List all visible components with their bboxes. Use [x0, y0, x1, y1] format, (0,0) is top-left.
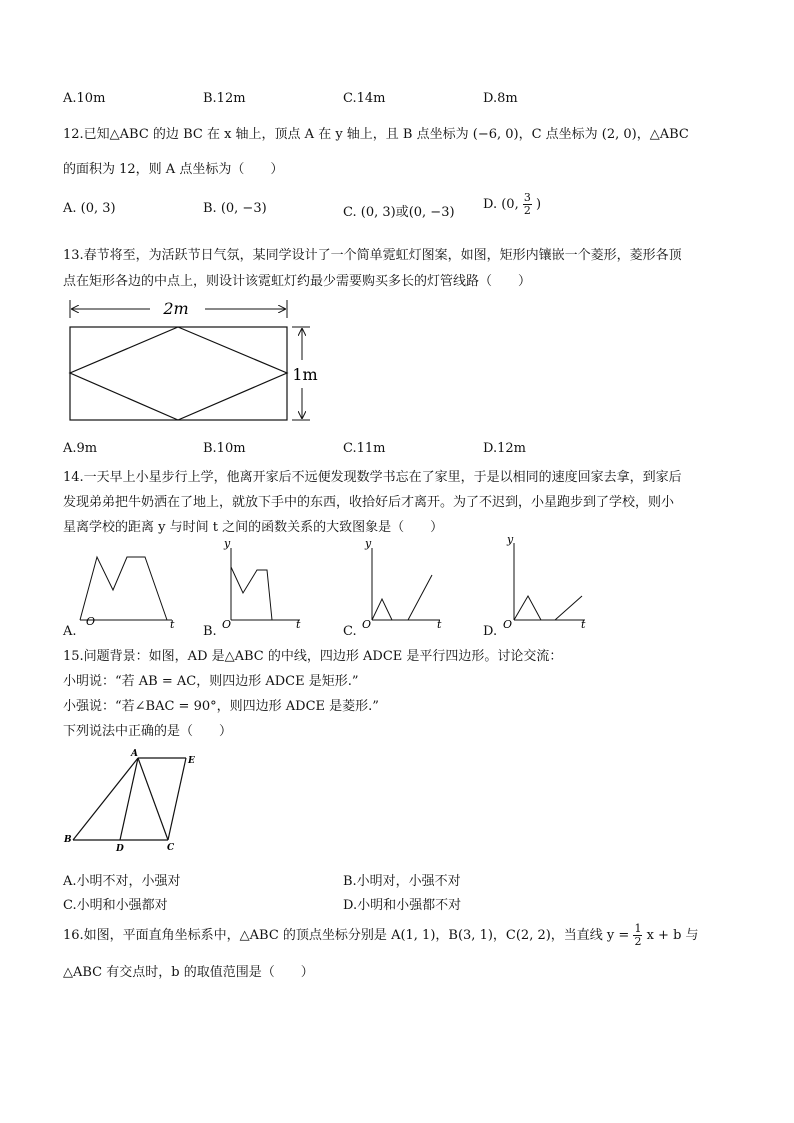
q14-option-d[interactable]: D.: [483, 624, 498, 639]
q16-fraction: [633, 923, 642, 948]
q16-fraction-numerator: 1: [634, 922, 642, 935]
q15-option-d[interactable]: D.小明和小强都不对: [343, 898, 462, 913]
q14-graph-d-origin: O: [503, 618, 513, 631]
q12-stem-line2: 的面积为 12，则 A 点坐标为（ ）: [63, 162, 284, 177]
q13-stem-line2: 点在矩形各边的中点上，则设计该霓虹灯约最少需要购买多长的灯管线路（ ）: [63, 274, 532, 289]
q15-option-c[interactable]: C.小明和小强都对: [63, 898, 168, 913]
q15-option-b[interactable]: B.小明对，小强不对: [343, 874, 461, 889]
q14-graph-c-origin: O: [362, 618, 372, 631]
q13-option-a[interactable]: A.9m: [63, 441, 98, 456]
q15-point-c: C: [167, 843, 175, 853]
q15-stem-line3: 小强说：“若∠BAC = 90°，则四边形 ADCE 是菱形.”: [63, 699, 379, 714]
q14-option-c[interactable]: C.: [343, 624, 357, 639]
q11-option-a[interactable]: A.10m: [63, 91, 106, 106]
q14-stem-line2: 发现弟弟把牛奶洒在了地上，就放下手中的东西，收拾好后才离开。为了不迟到，小星跑步到了学校，则小: [63, 495, 675, 510]
q15-point-d: D: [116, 844, 124, 854]
q14-graph-a-t-label: t: [170, 618, 175, 631]
q14-graph-b-t-label: t: [296, 618, 301, 631]
q16-fraction-denominator: 2: [634, 935, 642, 948]
q13-option-d[interactable]: D.12m: [483, 441, 526, 456]
q11-option-c[interactable]: C.14m: [343, 91, 386, 106]
q12-option-c[interactable]: C. (0, 3)或(0, −3): [343, 205, 455, 220]
q12-option-d-prefix: D.: [483, 197, 498, 212]
q15-segment-ac: [138, 758, 168, 840]
q16-stem-line1: [63, 923, 699, 948]
q13-width-label: 2m: [163, 299, 189, 318]
q12-stem-line1: 12.已知△ABC 的边 BC 在 x 轴上，顶点 A 在 y 轴上，且 B 点坐标为 (−6, 0)，C 点坐标为 (2, 0)，△ABC: [63, 127, 689, 142]
q15-stem-line1: 15.问题背景：如图，AD 是△ABC 的中线，四边形 ADCE 是平行四边形。讨论交流：: [63, 649, 563, 664]
q14-option-a[interactable]: A.: [63, 624, 77, 639]
q11-option-b[interactable]: B.12m: [203, 91, 246, 106]
q15-point-e: E: [188, 756, 195, 766]
q12-option-d-open: (0,: [501, 197, 519, 212]
q12-option-a[interactable]: A. (0, 3): [63, 201, 116, 216]
q14-graph-b-origin: O: [222, 618, 232, 631]
q14-graph-c-y-label: y: [365, 537, 372, 550]
q14-graph-d-t-label: t: [581, 618, 586, 631]
q14-graph-a-origin: O: [86, 615, 96, 628]
q12-option-d-denominator: 2: [523, 204, 531, 217]
q14-graph-b-y-label: y: [224, 537, 231, 550]
q16-stem-line1-a: 16.如图，平面直角坐标系中，△ABC 的顶点坐标分别是 A(1, 1)，B(3, 1)，C(2, 2)，当直线 y =: [63, 928, 630, 943]
q12-option-d-numerator: 3: [523, 191, 531, 204]
q13-option-c[interactable]: C.11m: [343, 441, 386, 456]
q14-stem-line1: 14.一天早上小星步行上学，他离开家后不远便发现数学书忘在了家里，于是以相同的速度回家去拿，到家后: [63, 470, 682, 485]
q15-option-a[interactable]: A.小明不对，小强对: [63, 874, 181, 889]
q12-option-b[interactable]: B. (0, −3): [203, 201, 267, 216]
q14-option-b[interactable]: B.: [203, 624, 217, 639]
q14-graph-c-t-label: t: [437, 618, 442, 631]
q14-graph-d-y-label: y: [507, 533, 514, 546]
q15-stem-line4: 下列说法中正确的是（ ）: [63, 724, 233, 739]
q15-segment-ec: [168, 758, 186, 840]
q15-point-a: A: [131, 749, 138, 759]
q12-option-d-close: ): [536, 197, 542, 212]
q15-point-b: B: [64, 835, 72, 845]
q13-option-b[interactable]: B.10m: [203, 441, 246, 456]
q15-segment-ab: [73, 758, 138, 840]
q16-stem-line2: △ABC 有交点时，b 的取值范围是（ ）: [63, 965, 314, 980]
q13-stem-line1: 13.春节将至，为活跃节日气氛，某同学设计了一个简单霓虹灯图案，如图，矩形内镶嵌一个菱形，菱形各顶: [63, 248, 682, 263]
q13-height-label: 1m: [292, 365, 318, 384]
q16-stem-line1-b: x + b 与: [646, 928, 699, 943]
q14-stem-line3: 星离学校的距离 y 与时间 t 之间的函数关系的大致图象是（ ）: [63, 520, 444, 535]
q15-stem-line2: 小明说：“若 AB = AC，则四边形 ADCE 是矩形.”: [63, 674, 359, 689]
q11-option-d[interactable]: D.8m: [483, 91, 518, 106]
